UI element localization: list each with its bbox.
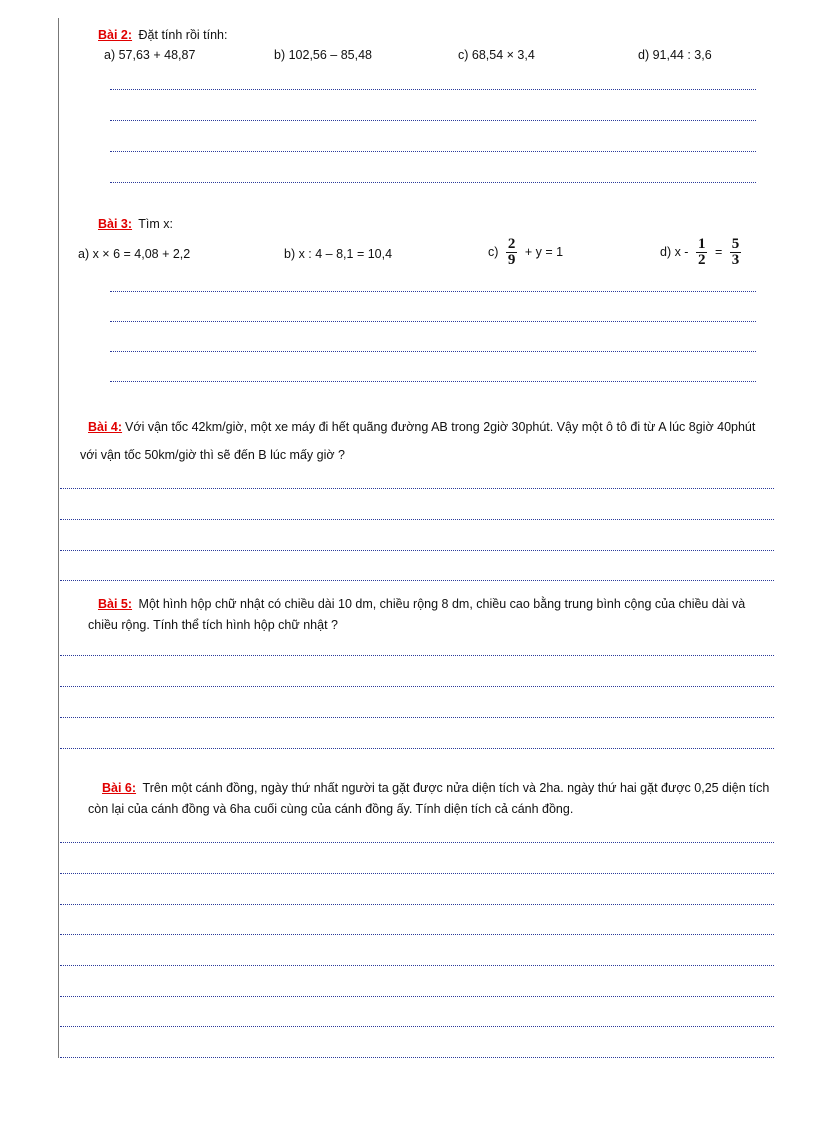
answer-line <box>110 89 756 90</box>
fraction-numerator: 2 <box>507 236 516 252</box>
answer-line <box>60 686 774 687</box>
answer-line <box>60 934 774 935</box>
bai4-paragraph <box>80 413 770 469</box>
bai6-label: Bài 6: <box>102 781 137 795</box>
bai2-label: Bài 2: <box>98 28 133 42</box>
fraction-denominator: 3 <box>731 252 740 268</box>
bai2-instruction: Đặt tính rồi tính: <box>138 28 228 42</box>
bai2-heading <box>98 28 227 42</box>
answer-line <box>110 151 756 152</box>
fraction-denominator: 2 <box>697 252 706 268</box>
bai3-heading <box>98 217 173 231</box>
fraction <box>506 237 518 268</box>
bai4-text: Với vận tốc 42km/giờ, một xe máy đi hết quãng đường AB trong 2giờ 30phút. Vậy một ô tô đi từ A lúc 8giờ 40phút với vận tốc 50km/giờ thì sẽ đến B lúc mấy giờ ? <box>80 420 756 462</box>
fraction-denominator: 9 <box>507 252 516 268</box>
fraction <box>696 237 708 268</box>
answer-line <box>110 182 756 183</box>
fraction-numerator: 1 <box>697 236 706 252</box>
answer-line <box>60 996 774 997</box>
bai3-c-prefix: c) <box>488 244 499 259</box>
answer-line <box>60 873 774 874</box>
answer-line <box>110 321 756 322</box>
answer-line <box>60 655 774 656</box>
answer-line <box>60 717 774 718</box>
answer-line <box>60 965 774 966</box>
bai3-d-equals: = <box>714 244 723 259</box>
answer-line <box>60 519 774 520</box>
bai4-label: Bài 4: <box>88 420 123 434</box>
bai3-item-b: b) x : 4 – 8,1 = 10,4 <box>284 247 393 261</box>
bai3-label: Bài 3: <box>98 217 133 231</box>
answer-line <box>110 351 756 352</box>
bai2-item-d: d) 91,44 : 3,6 <box>638 48 712 62</box>
answer-line <box>110 381 756 382</box>
bai6-text: Trên một cánh đồng, ngày thứ nhất người ta gặt được nửa diện tích và 2ha. ngày thứ hai gặt được 0,25 diện tích còn lại của cánh đồng và 6ha cuối cùng của cánh đồng ấy. Tính diện tích cả cánh đồng. <box>88 781 770 816</box>
bai5-text: Một hình hộp chữ nhật có chiều dài 10 dm, chiều rộng 8 dm, chiều cao bằng trung bình cộng của chiều dài và chiều rộng. Tính thể tích hình hộp chữ nhật ? <box>88 597 746 632</box>
bai3-d-prefix: d) x - <box>660 244 689 259</box>
bai2-item-b: b) 102,56 – 85,48 <box>274 48 372 62</box>
bai3-c-suffix: + y = 1 <box>524 244 564 259</box>
answer-line <box>60 550 774 551</box>
bai3-item-d <box>660 237 745 268</box>
answer-line <box>110 291 756 292</box>
bai3-instruction: Tìm x: <box>138 217 174 231</box>
page-margin-line <box>58 18 59 1058</box>
bai5-paragraph <box>88 594 768 636</box>
answer-line <box>60 1026 774 1027</box>
bai5-label: Bài 5: <box>98 597 133 611</box>
answer-line <box>60 842 774 843</box>
bai2-item-c: c) 68,54 × 3,4 <box>458 48 535 62</box>
answer-line <box>60 748 774 749</box>
answer-line <box>60 488 774 489</box>
bai3-item-c <box>488 237 563 268</box>
fraction <box>730 237 742 268</box>
bai2-item-a: a) 57,63 + 48,87 <box>104 48 196 62</box>
bai3-item-a: a) x × 6 = 4,08 + 2,2 <box>78 247 191 261</box>
answer-line <box>110 120 756 121</box>
answer-line <box>60 1057 774 1058</box>
fraction-numerator: 5 <box>731 236 740 252</box>
answer-line <box>60 580 774 581</box>
bai6-paragraph <box>88 778 772 820</box>
answer-line <box>60 904 774 905</box>
